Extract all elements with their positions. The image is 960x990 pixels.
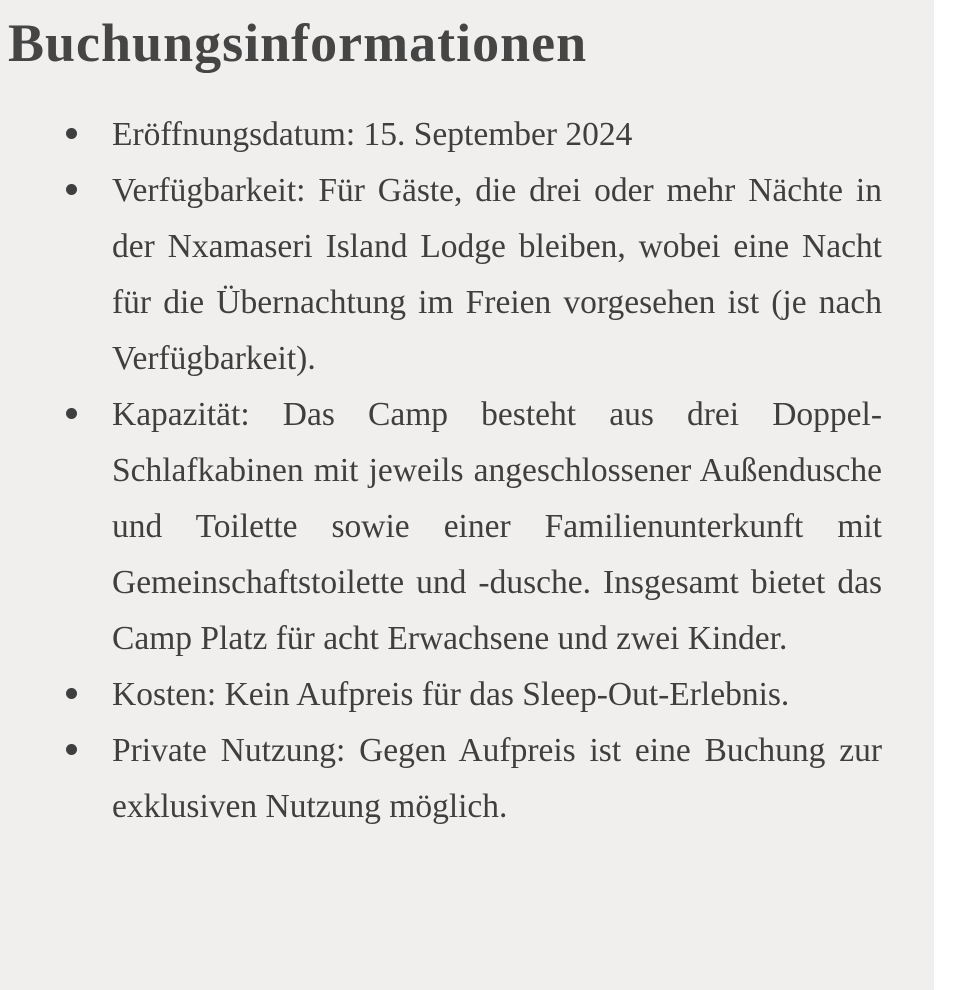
list-item-text: Verfügbarkeit: Für Gäste, die drei oder mehr Nächte in der Nxamaseri Island Lodge bleiben, wobei eine Nacht für die Übernachtung im Freien vorgesehen ist (je nach Verfügbarkeit). [112, 172, 882, 377]
list-item-text: Kosten: Kein Aufpreis für das Sleep-Out-Erlebnis. [112, 676, 790, 713]
bullet-icon [66, 408, 77, 419]
bullet-icon [66, 688, 77, 699]
list-item-capacity [0, 387, 882, 667]
booking-info-list [0, 107, 882, 835]
list-item-text: Kapazität: Das Camp besteht aus drei Doppel-Schlafkabinen mit jeweils angeschlossener Außendusche und Toilette sowie einer Familienunterkunft mit Gemeinschaftstoilette und -dusche. Insgesamt bietet das Camp Platz für acht Erwachsene und zwei Kinder. [112, 396, 882, 657]
list-item-text: Eröffnungsdatum: 15. September 2024 [112, 116, 633, 153]
bullet-icon [66, 184, 77, 195]
list-item-opening-date [0, 107, 882, 163]
list-item-text: Private Nutzung: Gegen Aufpreis ist eine Buchung zur exklusiven Nutzung möglich. [112, 732, 882, 825]
bullet-icon [66, 744, 77, 755]
page-title: Buchungsinformationen [8, 13, 588, 73]
list-item-private-use [0, 723, 882, 835]
list-item-availability [0, 163, 882, 387]
list-item-costs [0, 667, 882, 723]
bullet-icon [66, 128, 77, 139]
